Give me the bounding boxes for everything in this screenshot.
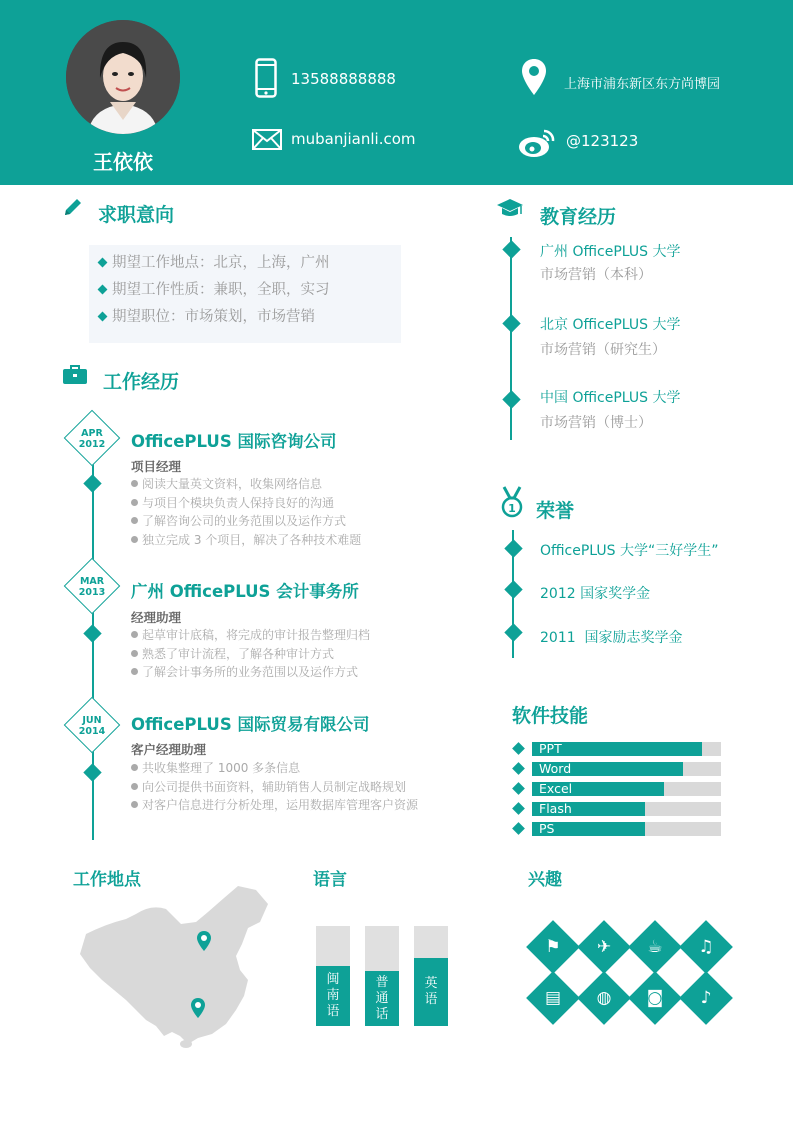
china-map [76,884,272,1053]
work-title: 工作经历 [103,371,180,393]
skill-marker [512,802,525,815]
skill-bar-fill: PS [532,822,645,836]
coffee-icon: ☕ [636,928,674,966]
language-bar [365,926,399,1026]
timeline-node [83,763,101,781]
timeline-node [502,314,520,332]
job-bullets [131,626,370,682]
timeline-node [502,240,520,258]
language-bar [414,926,448,1026]
language-bar-fill: 英 语 [414,958,448,1026]
honor-item: 2011 国家励志奖学金 [540,630,683,646]
list-item: 了解咨询公司的业务范围以及运作方式 [131,512,361,531]
list-item: 起草审计底稿，将完成的审计报告整理归档 [131,626,370,645]
skill-bar-fill: Flash [532,802,645,816]
avatar [66,20,180,134]
language-bar-fill: 普 通 话 [365,971,399,1026]
language-bar [316,926,350,1026]
company-name: OfficePLUS 国际咨询公司 [131,432,337,451]
degree: 市场营销（博士） [540,415,652,431]
job-bullets [131,475,361,549]
intent-list [99,250,330,331]
timeline-node [504,623,522,641]
skill-marker [512,782,525,795]
date-label: JUN 2014 [78,715,106,737]
list-item: 期望工作性质：兼职，全职，实习 [99,277,330,304]
skill-marker [512,762,525,775]
skill-bar-track [532,822,721,836]
list-item: 对客户信息进行分析处理，运用数据库管理客户资源 [131,796,418,815]
interests-title: 兴趣 [528,870,562,890]
svg-text:1: 1 [508,502,516,515]
skill-bar-fill: PPT [532,742,702,756]
list-item: 向公司提供书面资料，辅助销售人员制定战略规划 [131,778,418,797]
camera-icon: ◙ [636,979,674,1017]
education-title: 教育经历 [540,206,617,228]
skill-marker [512,742,525,755]
skill-bar-fill: Excel [532,782,664,796]
skill-row [512,742,732,756]
interest-grid [528,922,733,1026]
book-icon: ▤ [534,979,572,1017]
list-item: 熟悉了审计流程，了解各种审计方式 [131,645,370,664]
weibo-handle: @123123 [566,132,639,150]
timeline-node [83,474,101,492]
skill-bar-track [532,742,721,756]
honor-item: 2012 国家奖学金 [540,586,651,602]
signpost-icon: ⚑ [534,928,572,966]
phone-icon [255,58,277,102]
phone-number: 13588888888 [291,70,396,88]
skill-bar-track [532,782,721,796]
date-label: APR 2012 [78,428,106,450]
graduation-cap-icon [496,198,524,222]
degree: 市场营销（本科） [540,267,652,283]
candidate-name: 王依依 [93,150,153,174]
work-timeline-line [92,455,94,840]
timeline-node [502,390,520,408]
location-pin-icon [521,58,547,100]
basketball-icon: ◍ [585,979,623,1017]
briefcase-icon [62,365,88,389]
pencil-icon [62,196,84,222]
skill-marker [512,822,525,835]
list-item: 阅读大量英文资料，收集网络信息 [131,475,361,494]
company-name: 广州 OfficePLUS 会计事务所 [131,582,359,601]
company-name: OfficePLUS 国际贸易有限公司 [131,715,370,734]
headphones-icon: ♫ [687,928,725,966]
education-timeline-line [510,237,512,440]
list-item: 期望职位：市场策划，市场营销 [99,304,330,331]
map-pin-icon [190,997,206,1023]
airplane-icon: ✈ [585,928,623,966]
date-label: MAR 2013 [78,576,106,598]
skill-row [512,762,732,776]
home-address: 上海市浦东新区东方尚博园 [564,77,721,92]
language-bar-fill: 闽 南 语 [316,966,350,1026]
intent-title: 求职意向 [98,204,175,226]
job-role: 经理助理 [131,610,182,625]
weibo-icon [518,127,556,163]
medal-icon [500,486,524,522]
list-item: 独立完成 3 个项目，解决了各种技术难题 [131,531,361,550]
skills-title: 软件技能 [512,705,589,727]
mail-icon [252,129,282,154]
degree: 市场营销（研究生） [540,342,666,358]
honors-title: 荣誉 [536,500,575,522]
skill-bar-track [532,762,721,776]
list-item: 共收集整理了 1000 多条信息 [131,759,418,778]
list-item: 了解会计事务所的业务范围以及运作方式 [131,663,370,682]
job-role: 客户经理助理 [131,742,207,757]
honor-item: OfficePLUS 大学“三好学生” [540,543,719,559]
list-item: 与项目个模块负责人保持良好的沟通 [131,494,361,513]
skill-row [512,822,732,836]
languages-title: 语言 [313,870,347,890]
school-name: 中国 OfficePLUS 大学 [540,390,681,406]
map-pin-icon [196,930,212,956]
microphone-icon: ♪ [687,979,725,1017]
timeline-node [504,580,522,598]
email-address: mubanjianli.com [291,130,416,148]
list-item: 期望工作地点：北京，上海，广州 [99,250,330,277]
job-bullets [131,759,418,815]
location-title: 工作地点 [73,870,141,890]
timeline-node [504,539,522,557]
school-name: 北京 OfficePLUS 大学 [540,317,681,333]
job-role: 项目经理 [131,459,182,474]
timeline-node [83,624,101,642]
school-name: 广州 OfficePLUS 大学 [540,244,681,260]
skill-row [512,802,732,816]
skill-row [512,782,732,796]
skill-bar-track [532,802,721,816]
skill-bar-fill: Word [532,762,683,776]
